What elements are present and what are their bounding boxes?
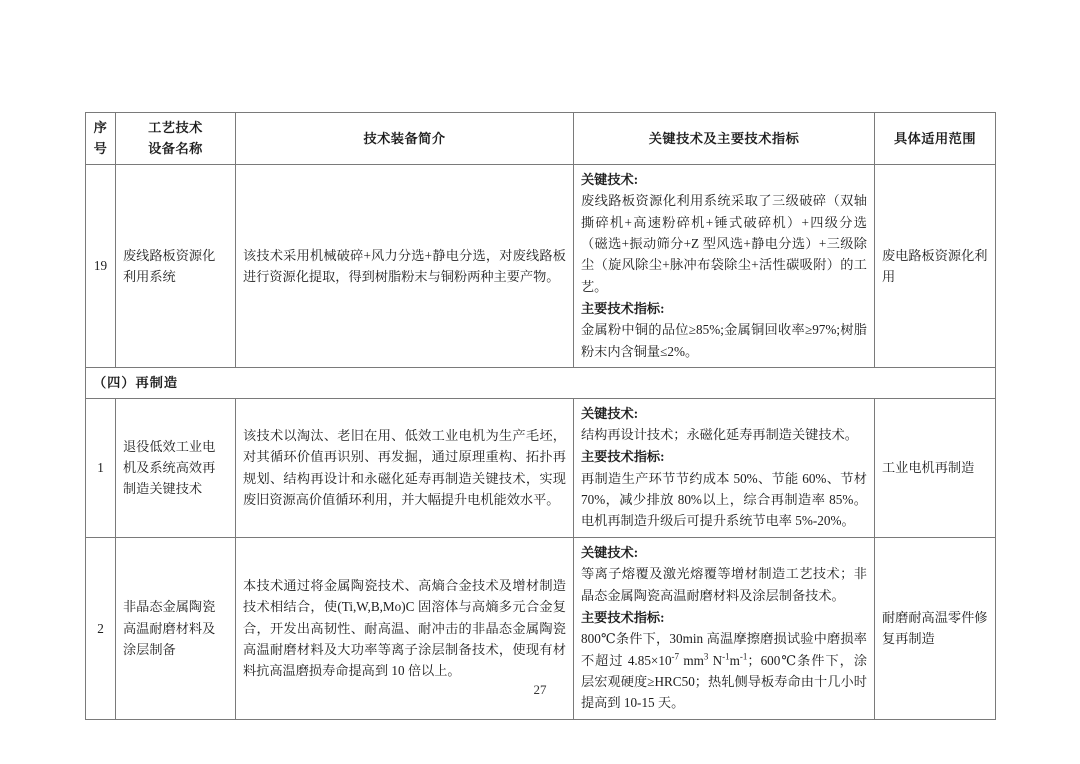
key-tech-label: 关键技术: [581, 405, 639, 421]
header-cell-key-tech: 关键技术及主要技术指标 [574, 113, 875, 165]
formula-exponent-2: 3 [703, 651, 709, 662]
row-scope: 耐磨耐高温零件修复再制造 [875, 537, 996, 719]
header-name-line2: 设备名称 [148, 141, 203, 157]
row-tech-name: 退役低效工业电机及系统高效再制造关键技术 [116, 398, 236, 537]
row-tech-name: 废线路板资源化利用系统 [116, 164, 236, 367]
main-index-label: 主要技术指标: [581, 301, 665, 316]
header-cell-name [116, 113, 236, 165]
header-cell-scope: 具体适用范围 [875, 113, 996, 165]
table-header-row [86, 113, 996, 165]
row-key-tech-cell [574, 398, 875, 537]
header-cell-description: 技术装备简介 [236, 113, 574, 165]
header-no-line1: 序 [93, 120, 108, 135]
main-index-label: 主要技术指标: [581, 609, 665, 625]
formula-part-5: ；600℃条件下，涂层宏观硬度≥HRC50；热轧侧导板寿命由十几小时提高到 10-15 天。 [581, 652, 868, 711]
key-tech-body: 等离子熔覆及激光熔覆等增材制造工艺技术；非晶态金属陶瓷高温耐磨材料及涂层制备技术。 [581, 566, 867, 603]
formula-exponent-3: -1 [722, 651, 730, 662]
formula-part-3: N [708, 652, 723, 668]
main-index-body: 再制造生产环节节约成本 50%、节能 60%、节材 70%，减少排放 80%以上，综合再制造率 85%。电机再制造升级后可提升系统节电率 5%-20%。 [581, 470, 867, 529]
table-row [86, 398, 996, 537]
header-name-line1: 工艺技术 [148, 120, 203, 135]
key-tech-body: 结构再设计技术；永磁化延寿再制造关键技术。 [581, 426, 858, 442]
main-index-body: 金属粉中铜的品位≥85%;金属铜回收率≥97%;树脂粉末内含铜量≤2%。 [581, 322, 867, 359]
main-index-body-formula [581, 628, 867, 714]
row-description: 该技术以淘汰、老旧在用、低效工业电机为生产毛坯，对其循环价值再识别、再发掘，通过原理重构、拓扑再规划、结构再设计和永磁化延寿再制造关键技术，实现废旧资源高价值循环利用，并大幅提升电机能效水平。 [236, 398, 574, 537]
page-number: 27 [533, 682, 547, 697]
formula-part-2: mm [679, 652, 704, 668]
formula-exponent-1: -7 [671, 651, 680, 662]
formula-part-4: m [729, 652, 740, 668]
key-tech-label: 关键技术: [581, 544, 639, 560]
row-tech-name: 非晶态金属陶瓷高温耐磨材料及涂层制备 [116, 537, 236, 719]
row-key-tech-cell [574, 164, 875, 367]
row-scope: 废电路板资源化利用 [875, 164, 996, 367]
table-row [86, 164, 996, 367]
main-index-label: 主要技术指标: [581, 449, 665, 465]
header-cell-no [86, 113, 116, 165]
key-tech-body: 废线路板资源化利用系统采取了三级破碎（双轴撕碎机+高速粉碎机+锤式破碎机）+四级分选（磁选+振动筛分+Z 型风选+静电分选）+三级除尘（旋风除尘+脉冲布袋除尘+活性碳吸附）的工艺。 [581, 193, 867, 294]
row-description: 本技术通过将金属陶瓷技术、高熵合金技术及增材制造技术相结合，使(Ti,W,B,Mo)C 固溶体与高熵多元合金复合，开发出高韧性、耐高温、耐冲击的非晶态金属陶瓷高温耐磨材料及大功率等离子涂层制备技术，使现有材料抗高温磨损寿命提高到 10 倍以上。 [236, 537, 574, 719]
key-tech-label: 关键技术: [581, 171, 639, 187]
row-number: 19 [86, 164, 116, 367]
table-section-row [86, 368, 996, 398]
row-number: 1 [86, 398, 116, 537]
row-scope: 工业电机再制造 [875, 398, 996, 537]
header-no-line2: 号 [93, 141, 108, 157]
row-number: 2 [86, 537, 116, 719]
formula-exponent-4: -1 [739, 651, 748, 662]
row-description: 该技术采用机械破碎+风力分选+静电分选，对废线路板进行资源化提取，得到树脂粉末与铜粉两种主要产物。 [236, 164, 574, 367]
section-title: （四）再制造 [86, 368, 996, 398]
technology-catalog-table [85, 112, 996, 720]
formula-part-1: 800℃条件下，30min 高温摩擦磨损试验中磨损率不超过 4.85×10 [581, 631, 867, 668]
